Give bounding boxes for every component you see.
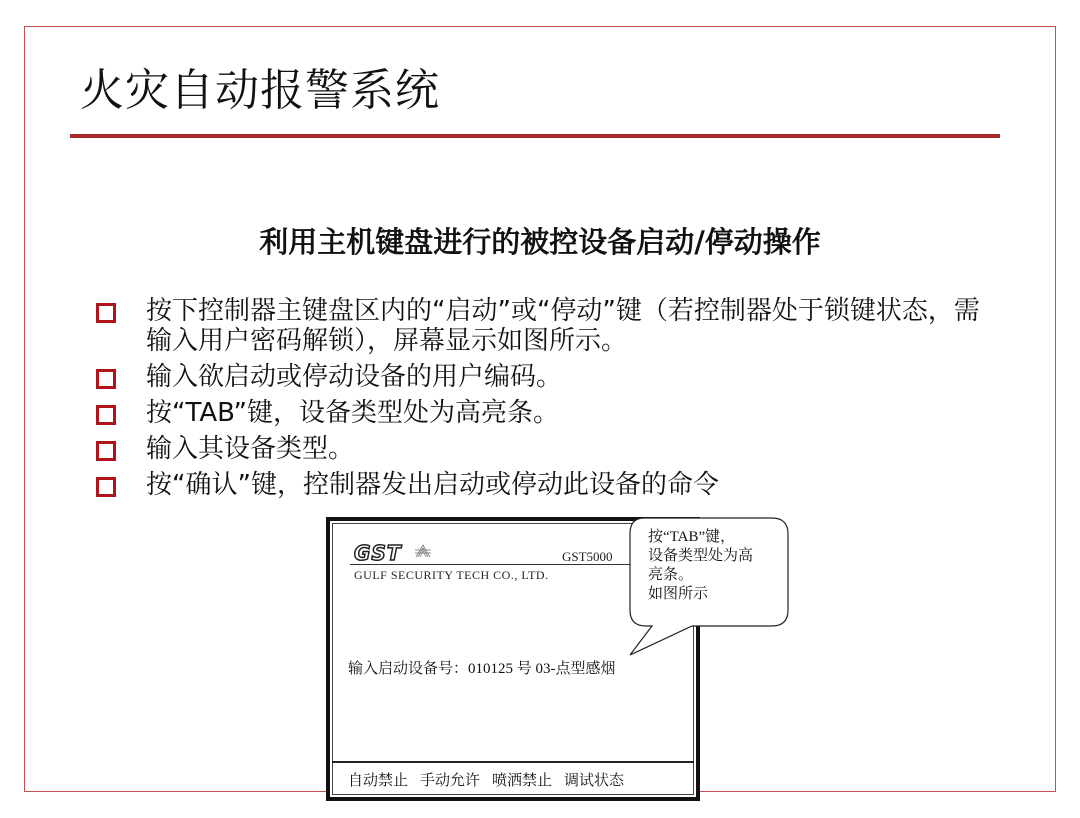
bullet-text: 按“TAB”键，设备类型处为高亮条。 bbox=[146, 398, 560, 428]
bullet-text: 输入欲启动或停动设备的用户编码。 bbox=[146, 362, 563, 392]
square-bullet-icon bbox=[96, 303, 116, 323]
status-bar bbox=[348, 769, 624, 790]
bullet-list bbox=[92, 296, 992, 506]
callout-line: 如图所示 bbox=[648, 586, 709, 602]
gst-logo: GST bbox=[354, 541, 402, 565]
bullet-item bbox=[92, 398, 992, 428]
bullet-text: 输入其设备类型。 bbox=[146, 434, 355, 464]
status-manual: 手动允许 bbox=[420, 773, 481, 789]
status-debug: 调试状态 bbox=[564, 773, 625, 789]
title-divider bbox=[70, 134, 1000, 138]
status-sprinkler: 喷洒禁止 bbox=[492, 773, 553, 789]
square-bullet-icon bbox=[96, 369, 116, 389]
slide-title: 火灾自动报警系统 bbox=[80, 65, 440, 116]
bullet-item bbox=[92, 434, 992, 464]
bullet-text: 按下控制器主键盘区内的“启动”或“停动”键（若控制器处于锁键状态，需输入用户密码解锁），屏幕显示如图所示。 bbox=[146, 296, 980, 356]
logo-mark-icon bbox=[414, 541, 432, 559]
status-divider bbox=[332, 761, 694, 763]
square-bullet-icon bbox=[96, 477, 116, 497]
bullet-item bbox=[92, 470, 992, 500]
bullet-text: 按“确认”键，控制器发出启动或停动此设备的命令 bbox=[146, 470, 719, 500]
callout-line: 按“TAB”键， bbox=[648, 529, 736, 545]
bullet-item bbox=[92, 296, 992, 356]
callout-line: 设备类型处为高 bbox=[648, 548, 754, 564]
bullet-item bbox=[92, 362, 992, 392]
device-input-message: 输入启动设备号：010125 号 03-点型感烟 bbox=[348, 661, 616, 677]
slide-subtitle: 利用主机键盘进行的被控设备启动/停动操作 bbox=[259, 225, 821, 259]
callout-text bbox=[648, 528, 780, 604]
callout-line: 亮条。 bbox=[648, 567, 694, 583]
status-auto: 自动禁止 bbox=[348, 773, 409, 789]
company-name: GULF SECURITY TECH CO., LTD. bbox=[354, 568, 549, 582]
model-label: GST5000 bbox=[562, 549, 613, 564]
square-bullet-icon bbox=[96, 441, 116, 461]
square-bullet-icon bbox=[96, 405, 116, 425]
